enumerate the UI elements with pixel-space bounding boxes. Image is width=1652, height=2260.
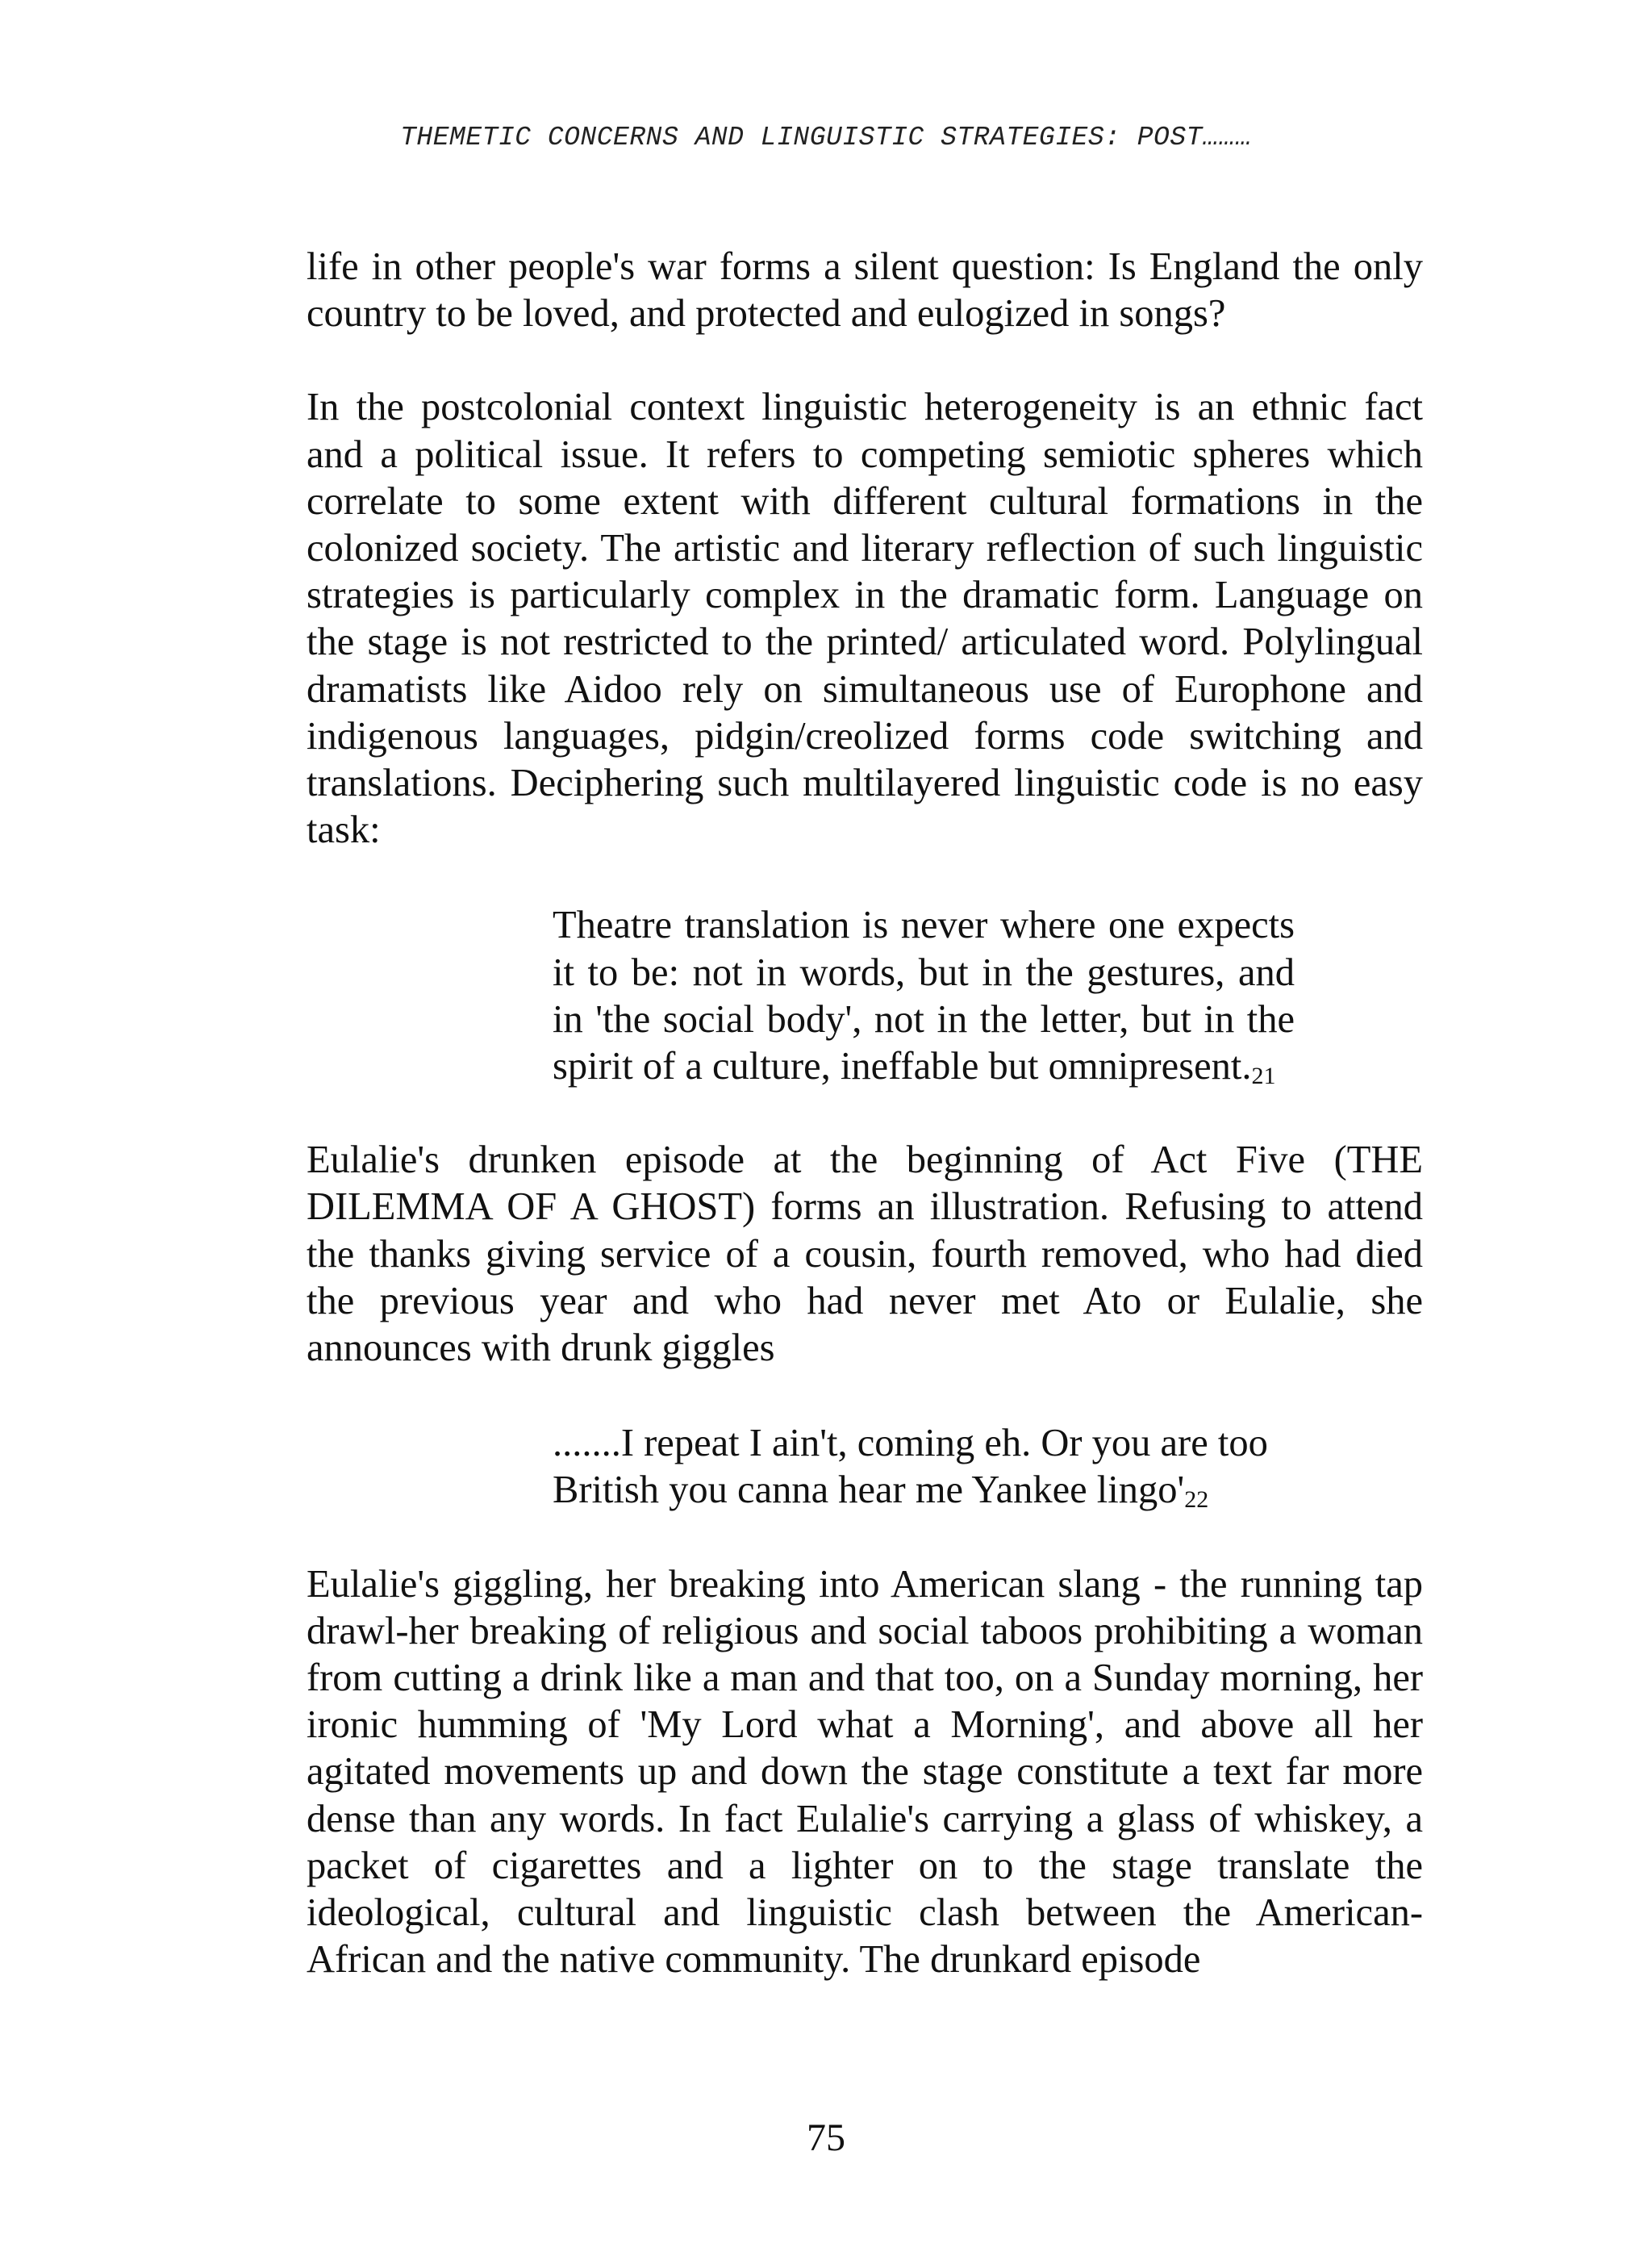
running-header: THEMETIC CONCERNS AND LINGUISTIC STRATEGIES: POST……… — [400, 123, 1252, 152]
paragraph-2: In the postcolonial context linguistic heterogeneity is an ethnic fact and a political issue. It refers to competing semiotic spheres which correlate to some extent with different cultural formations in the colonized society. The artistic and literary reflection of such linguistic strategies is particularly complex in the dramatic form. Language on the stage is not restricted to the printed/ articulated word. Polylingual dramatists like Aidoo rely on simultaneous use of Europhone and indigenous languages, pidgin/creolized forms code switching and translations. Deciphering such multilayered linguistic code is no easy task: — [307, 386, 1423, 852]
paragraph-3: Eulalie's drunken episode at the beginning of Act Five (THE DILEMMA OF A GHOST) forms an illustration. Refusing to attend the thanks giving service of a cousin, fourth removed, who had died the previous year and who had never met Ato or Eulalie, she announces with drunk giggles — [307, 1138, 1423, 1370]
block-quote-1 — [553, 902, 1295, 1090]
block-quote-2-line-2-text: British you canna hear me Yankee lingo' — [553, 1468, 1185, 1512]
footnote-ref-21: 21 — [1251, 1063, 1276, 1090]
body-text — [307, 244, 1423, 1984]
block-quote-1-text: Theatre translation is never where one expects it to be: not in words, but in the gestures, and in 'the social body', not in the letter, but in the spirit of a culture, ineffable but omnipresent. — [553, 904, 1295, 1088]
block-quote-2-line-2 — [553, 1467, 1359, 1514]
block-quote-2 — [553, 1420, 1359, 1514]
paragraph-4: Eulalie's giggling, her breaking into American slang - the running tap drawl-her breaking of religious and social taboos prohibiting a woman from cutting a drink like a man and that too, on a Sunday morning, her ironic humming of 'My Lord what a Morning', and above all her agitated movements up and down the stage constitute a text far more dense than any words. In fact Eulalie's carrying a glass of whiskey, a packet of cigarettes and a lighter on to the stage translate the ideological, cultural and linguistic clash between the American-African and the native community. The drunkard episode — [307, 1562, 1423, 1982]
paragraph-1: life in other people's war forms a silent question: Is England the only country to be loved, and protected and eulogized in songs? — [307, 245, 1423, 336]
page-number: 75 — [807, 2116, 845, 2159]
footnote-ref-22: 22 — [1184, 1486, 1209, 1514]
block-quote-2-line-1: .......I repeat I ain't, coming eh. Or you are too — [553, 1422, 1268, 1465]
